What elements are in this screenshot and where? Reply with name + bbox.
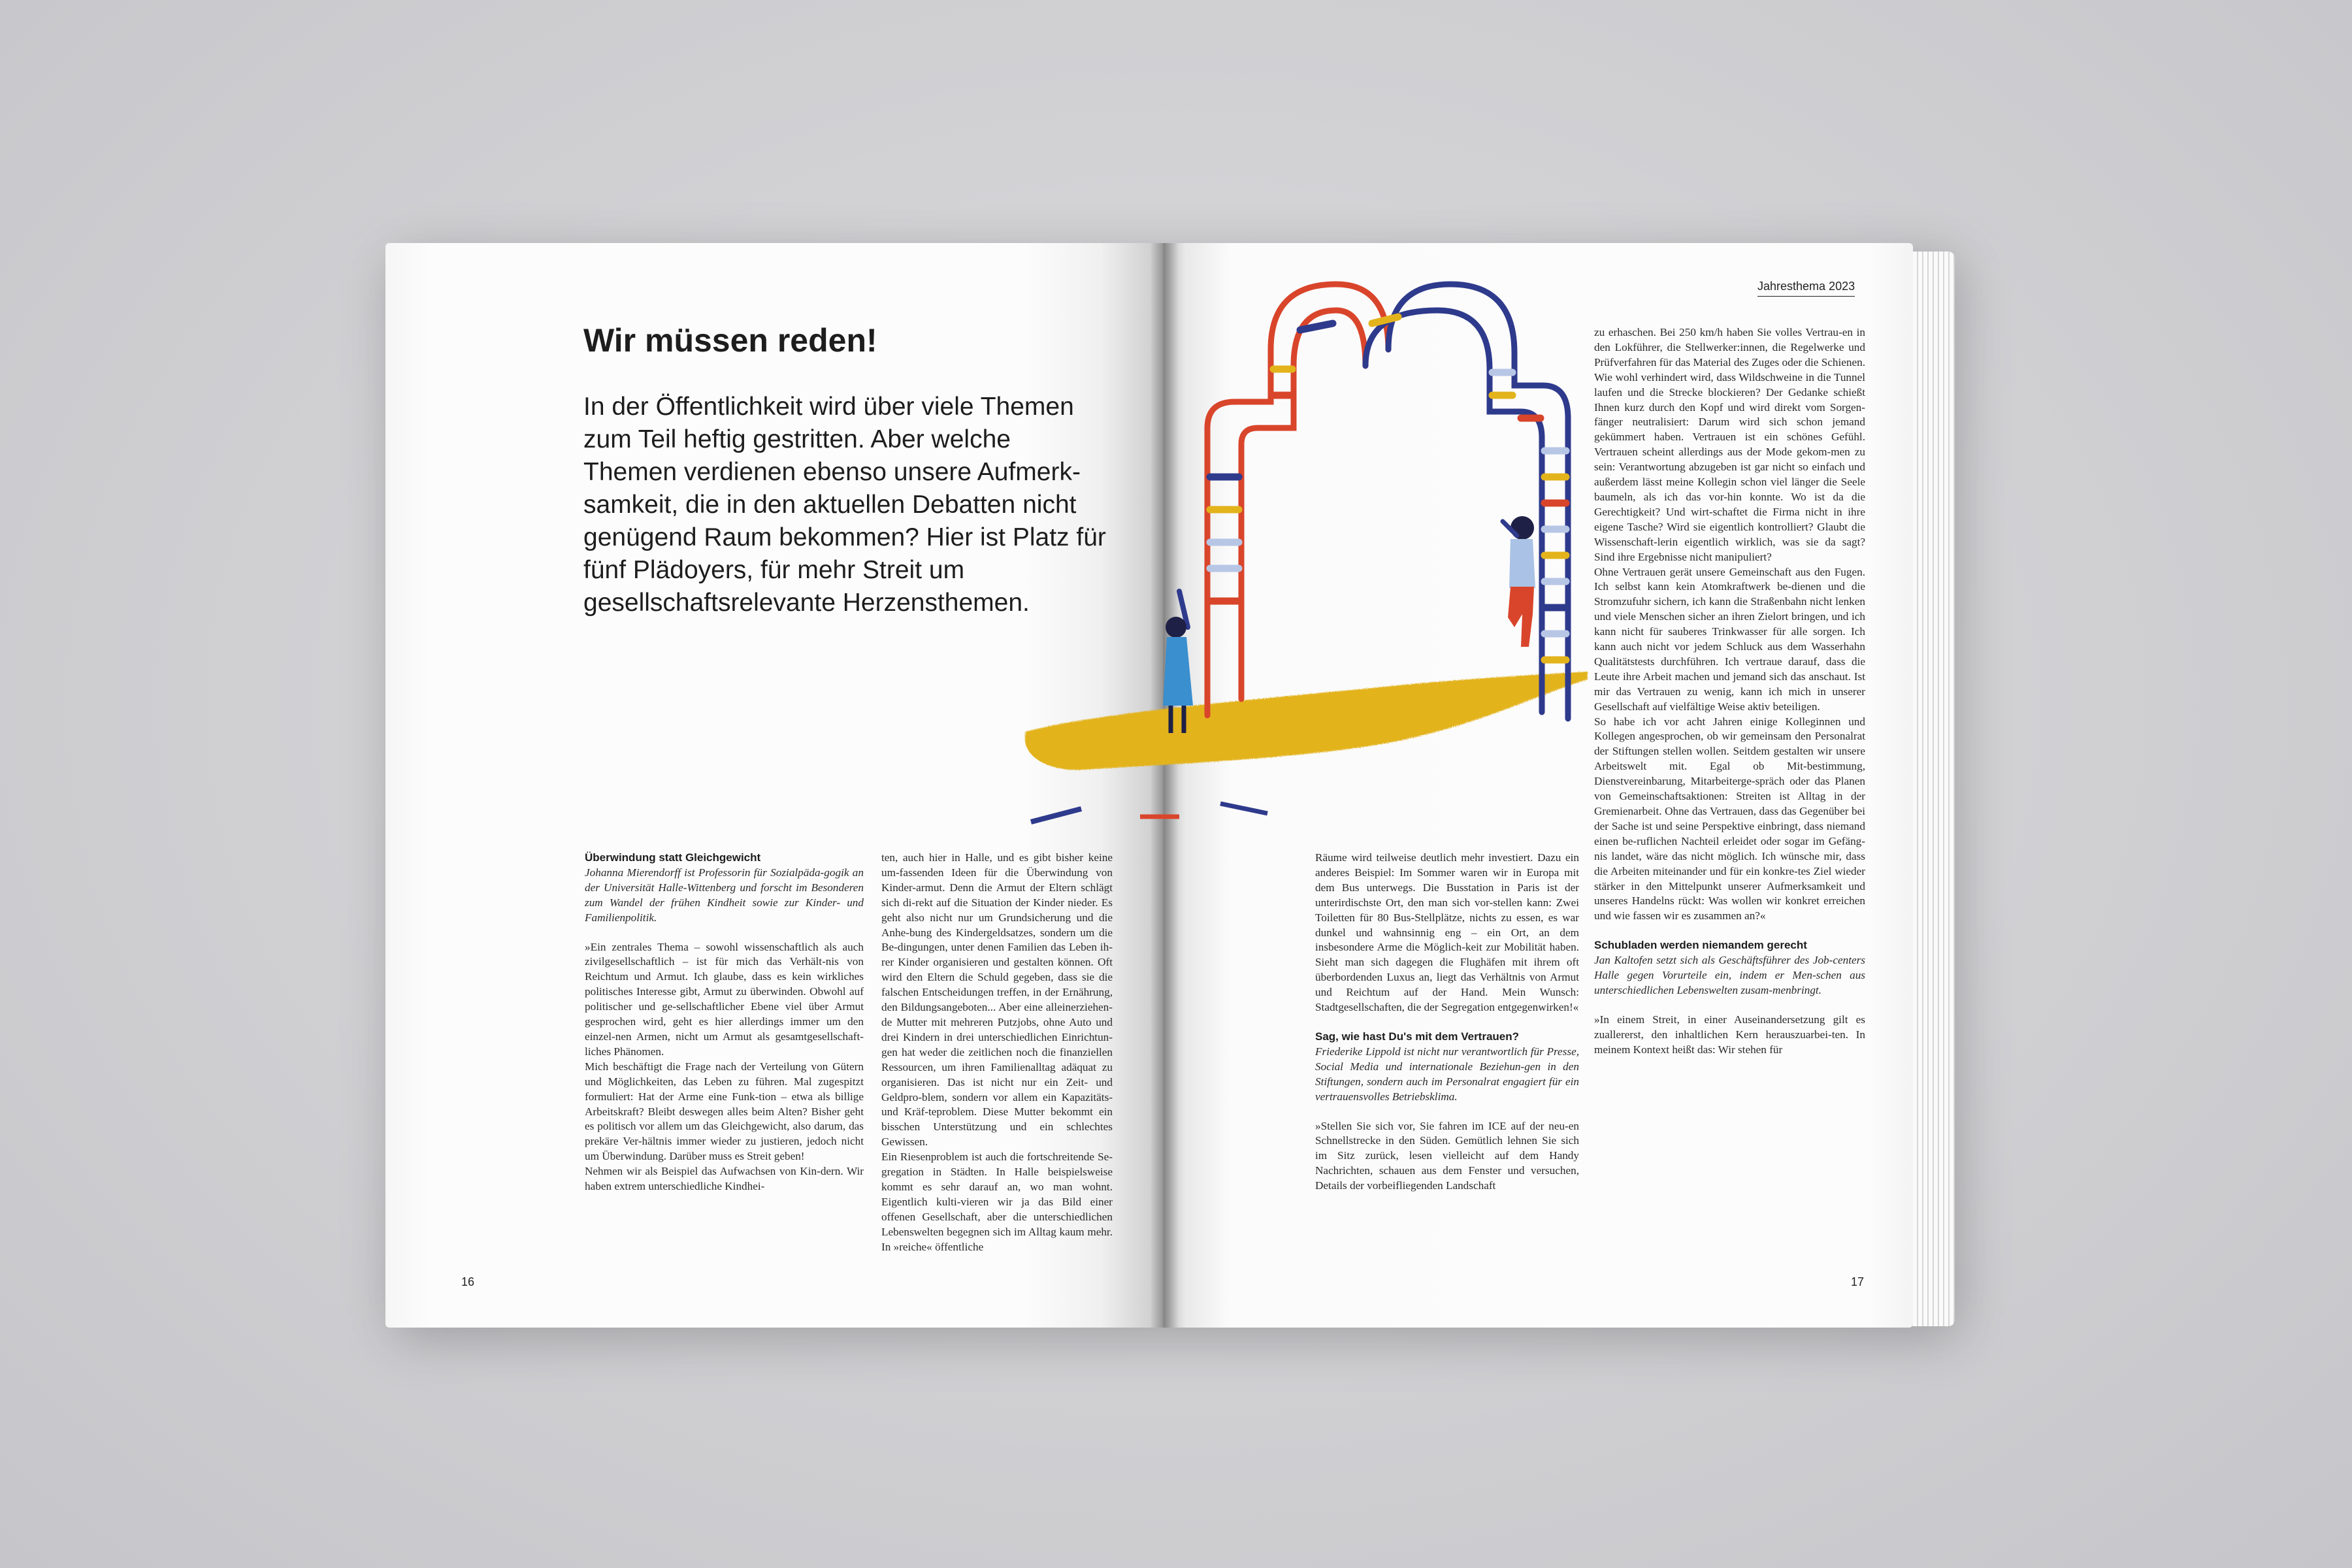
page-number-left: 16	[461, 1275, 475, 1288]
paragraph: Ein Riesenproblem ist auch die fortschreitende Se-gregation in Städten. In Halle beispielsweise kommt es sehr darauf an, wo man wohnt. Eigentlich kulti-vieren wir ja das Bild einer offenen Gesellschaft, aber die unterschiedlichen Lebenswelten begegnen sich im Alltag kaum mehr. In »reiche« öffentliche	[881, 1151, 1113, 1253]
article-intro: In der Öffentlichkeit wird über viele Themen zum Teil heftig gestritten. Aber welche Themen verdienen ebenso unsere Aufmerk-samkeit, die in den aktuellen Debatten nicht genügend Raum bekommen? Hier ist Platz für fünf Plädoyers, für mehr Streit um gesellschaftsrelevante Herzensthemen.	[583, 393, 1106, 617]
paragraph: »In einem Streit, in einer Auseinandersetzung gilt es zuallererst, den inhaltlichen Kern herauszuarbei-ten. In meinem Kontext heißt das: Wir stehen für	[1594, 1013, 1865, 1056]
paragraph: »Stellen Sie sich vor, Sie fahren im ICE auf der neu-en Schnellstrecke in den Süden. Gemütlich lehnen Sie sich im Sitz zurück, lesen vielleicht auf dem Handy Nachrichten, schauen aus dem Fenster und versuchen, Details der vorbeifliegenden Landschaft	[1315, 1119, 1579, 1192]
right-column-1	[1315, 851, 1579, 1194]
right-column-2	[1594, 325, 1865, 1058]
paragraph: ten, auch hier in Halle, und es gibt bisher keine um-fassenden Ideen für die Überwindung von Kinder-armut. Denn die Armut der Eltern schlägt sich di-rekt auf die Situation der Kinder nieder. Es geht also nicht nur um Grundsicherung und die Anhe-bung des Kindergeldsatzes, sondern um die Be-dingungen, unter denen Familien das Leben ih-rer Kinder organisieren und gestalten können. Oft wird den Eltern die Schuld gegeben, dass sie die falschen Entscheidungen treffen, in der Ernährung, den Bildungsangeboten... Aber eine alleinerziehen-de Mutter mit mehreren Putzjobs, ohne Auto und drei Kindern in drei unterschiedlichen Einrichtun-gen hat weder die zeitlichen noch die finanziellen Ressourcen, um ihren Familienalltag adäquat zu organisieren. Das ist nicht nur ein Zeit- und Geldpro-blem, sondern vor allem ein Kapazitäts- und Kräf-teproblem. Diese Mutter bekommt ein bisschen Unterstützung und ein schlechtes Gewissen.	[881, 851, 1113, 1149]
page-number-right: 17	[1851, 1275, 1865, 1288]
section-subhead: Schubladen werden niemandem gerecht	[1594, 939, 1807, 952]
left-column-2	[881, 851, 1113, 1254]
paragraph: Mich beschäftigt die Frage nach der Verteilung von Gütern und Möglichkeiten, das Leben zu führen. Mal zugespitzt formuliert: Hat der Arme eine Funk-tion – etwa als billige Arbeitskraft? Bleibt deswegen alles beim Alten? Bisher geht es politisch vor allem um das Gleichgewicht, also darum, das prekäre Ver-hältnis immer wieder zu justieren, jedoch nicht um Überwindung. Darüber muss es Streit geben!	[585, 1060, 864, 1163]
paragraph: »Ein zentrales Thema – sowohl wissenschaftlich als auch zivilgesellschaftlich – ist für mich das Verhält-nis von Reichtum und Armut. Ich glaube, dass es kein wirkliches politisches Interesse gibt, Armut zu überwinden. Obwohl auf politischer und ge-sellschaftlicher Ebene viel über Armut gesprochen wird, geht es hier allerdings immer um den einzel-nen Armen, nicht um Armut als gesamtgesellschaft-liches Phänomen.	[585, 940, 864, 1058]
section-lead: Jan Kaltofen setzt sich als Geschäftsführer des Job-centers Halle gegen Vorurteile ein, indem er Men-schen aus unterschiedlichen Lebenswelten zusam-menbringt.	[1594, 954, 1865, 996]
paragraph: Räume wird teilweise deutlich mehr investiert. Dazu ein anderes Beispiel: Im Sommer waren wir in Europa mit dem Bus unterwegs. Die Busstation in Paris ist der unterirdischste Ort, den man sich vor-stellen kann: Zwei Toiletten für 80 Bus-Stellplätze, nichts zu essen, es war dunkel und wahnsinnig eng – ein Ort, an dem insbesondere Arme die Möglich-keit zur Mobilität haben. Sieht man sich dagegen die Flughäfen mit ihrem oft überbordenden Luxus an, liegt das Verhältnis von Armut und Reichtum auf der Hand. Mein Wunsch: Stadtgesellschaften, die der Segregation entgegenwirken!«	[1315, 851, 1579, 1014]
page-edges	[1908, 252, 1955, 1326]
arch-left-inner	[1241, 310, 1365, 699]
paragraph: Nehmen wir als Beispiel das Aufwachsen von Kin-dern. Wir haben extrem unterschiedliche Kindhei-	[585, 1165, 864, 1193]
section-subhead: Sag, wie hast Du's mit dem Vertrauen?	[1315, 1030, 1520, 1043]
left-column-1	[585, 851, 864, 1194]
child-climbing-figure	[1503, 516, 1535, 647]
section-subhead: Überwindung statt Gleichgewicht	[585, 851, 761, 864]
running-head: Jahresthema 2023	[1757, 280, 1855, 297]
article-headline: Wir müssen reden!	[583, 322, 877, 359]
paragraph: Ohne Vertrauen gerät unsere Gemeinschaft aus den Fugen. Ich selbst kann kein Atomkraftwerk be-dienen und die Stromzufuhr sichern, ich kann die Straßenbahn nicht lenken und viele Menschen sicher an ihren Zielort bringen, und ich kann nicht für sauberes Trinkwasser für alle sorgen. Ich kann auch nicht vor jedem Schluck aus dem Wasserhahn Qualitätstests durchführen. Ich vertraue darauf, dass die Leute ihre Arbeit machen und jemand sich das anschaut. Ist mir das Vertrauen zu wenig, kann ich mich in unserer Gesellschaft auf vielfältige Weise aktiv beteiligen.	[1594, 565, 1865, 713]
paragraph: zu erhaschen. Bei 250 km/h haben Sie volles Vertrau-en in den Lokführer, die Stellwerker:innen, die Regelwerke und Prüfverfahren für das Material des Zuges oder die Schienen. Wie wohl verhindert wird, dass Wildschweine in die Tunnel laufen und die Strecke blockieren? Der Gedanke schießt Ihnen kurz durch den Kopf und wird direkt vom Sorgen-fänger neutralisiert: Darum wird sich schon jemand gekümmert haben. Vertrauen ist ein schönes Gefühl. Vertrauen scheint allerdings aus der Mode gekom-men zu sein: Verantwortung abzugeben ist gar nicht so einfach und außerdem lässt meine Kollegin schon viel länger die Seele baumeln, als ich das vor-hin konnte. Wo ist da die Gerechtigkeit? Und wirt-schaftet die Firma nicht in ihre eigene Tasche? Wird sie eigentlich kontrolliert? Glaubt die Wissenschaft-lerin eigentlich wirklich, was sie da sagt? Sind ihre Ergebnisse nicht manipuliert?	[1594, 326, 1865, 563]
section-lead: Friederike Lippold ist nicht nur verantwortlich für Presse, Social Media und internationale Beziehun-gen in den Stiftungen, sondern auch im Personalrat engagiert für ein vertrauensvolles Betriebsklima.	[1315, 1045, 1579, 1103]
floor-dashes	[1031, 804, 1267, 822]
section-lead: Johanna Mierendorff ist Professorin für Sozialpäda-gogik an der Universität Halle-Wittenberg und forscht im Besonderen zum Wandel der frühen Kindheit sowie zur Kinder- und Familienpolitik.	[585, 866, 864, 924]
arch-left-outer	[1207, 284, 1388, 715]
yellow-ground	[1025, 672, 1588, 770]
paragraph: So habe ich vor acht Jahren einige Kolleginnen und Kollegen angesprochen, ob wir gemeinsam den Personalrat der Stiftungen stellen wollen. Seitdem gestalten wir unsere Arbeitswelt mit. Egal ob Mit-bestimmung, Dienstvereinbarung, Mitarbeiterge-spräch oder das Planen von Gemeinschaftsaktionen: Streiten ist Alltag in der Gremienarbeit. Ohne das Vertrauen, dass das Gegenüber bei der Sache ist und seine Perspektive einbringt, dass niemand einen be-ruflichen Nachteil erleidet oder sogar im Gefäng-nis landet, wäre das nicht möglich. Ich wünsche mir, dass die Arbeiten miteinander und für ein konkre-tes Ziel wieder stärker in den Mittelpunkt unserer Aufmerksamkeit und unseres Handelns rückt: Was wollen wir konkret erreichen und wie fassen wir es zusammen an?«	[1594, 715, 1865, 923]
